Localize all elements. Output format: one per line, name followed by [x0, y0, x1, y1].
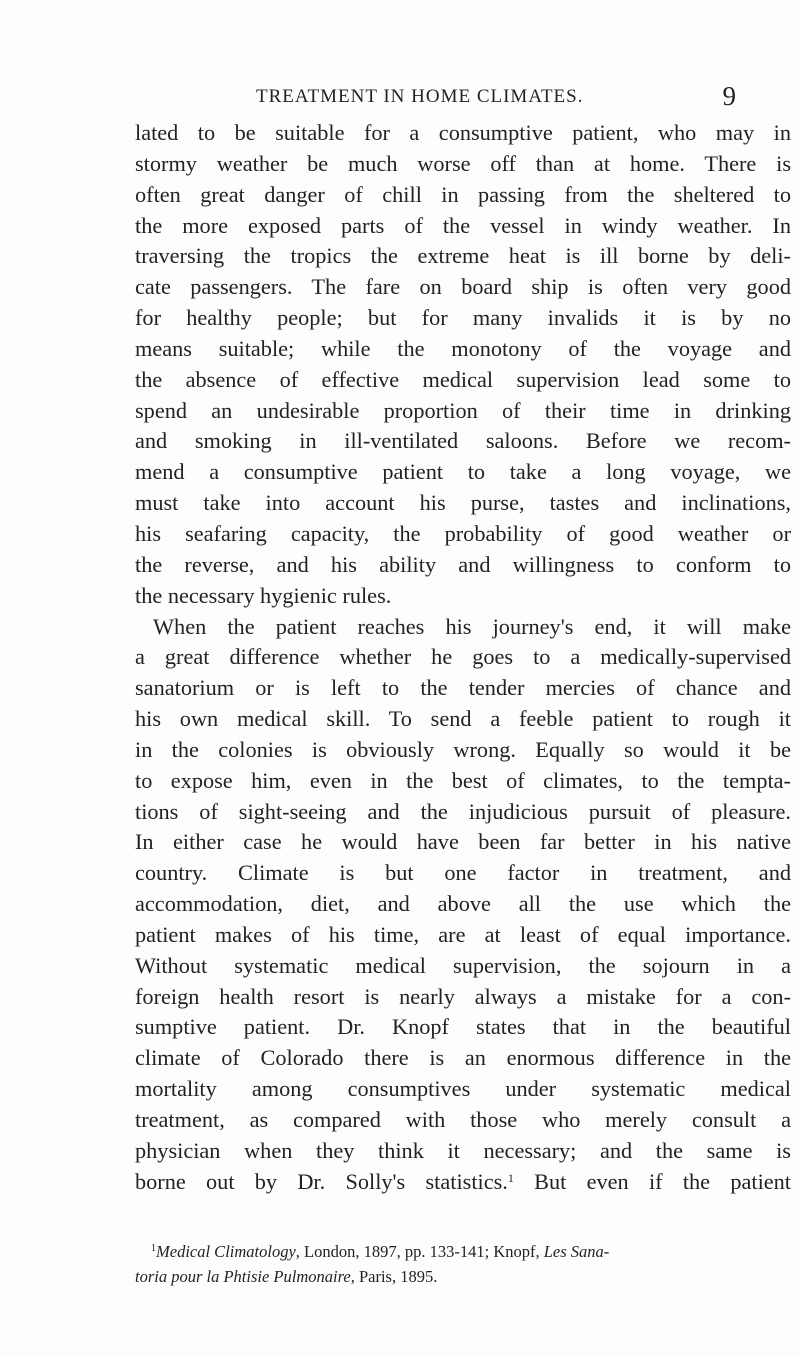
footnote-line: [135, 1239, 791, 1264]
text-line: climate of Colorado there is an enormous difference in the: [135, 1045, 791, 1071]
footnote-book-title: toria pour la Phtisie Pulmonaire: [135, 1267, 351, 1286]
text-line: a great difference whether he goes to a medically-supervised: [135, 644, 791, 670]
text-line-end: But even if the patient: [513, 1168, 791, 1194]
text-line: sumptive patient. Dr. Knopf states that in the beautiful: [135, 1014, 791, 1040]
footnote-reference[interactable]: 1: [507, 1170, 514, 1185]
text-line: accommodation, diet, and above all the use which the: [135, 891, 791, 917]
text-line: tions of sight-seeing and the injudicious pursuit of pleasure.: [135, 798, 791, 824]
text-line: the necessary hygienic rules.: [135, 582, 392, 608]
text-line: spend an undesirable proportion of their time in drinking: [135, 397, 791, 423]
text-line-with-footnote: [135, 1167, 791, 1198]
text-line: foreign health resort is nearly always a mistake for a con-: [135, 983, 791, 1009]
text-line: in the colonies is obviously wrong. Equally so would it be: [135, 736, 791, 762]
text-line: sanatorium or is left to the tender mercies of chance and: [135, 675, 791, 701]
footnote-marker: 1: [151, 1243, 156, 1254]
text-line: the more exposed parts of the vessel in windy weather. In: [135, 212, 791, 238]
running-title: TREATMENT IN HOME CLIMATES.: [256, 86, 584, 107]
paragraph-start-line: When the patient reaches his journey's end, it will make: [153, 613, 791, 639]
footnote-line: [135, 1264, 791, 1289]
text-line: treatment, as compared with those who merely consult a: [135, 1107, 791, 1132]
text-line: often great danger of chill in passing from the sheltered to: [135, 181, 791, 207]
text-line: his own medical skill. To send a feeble patient to rough it: [135, 706, 791, 732]
text-line: the reverse, and his ability and willingness to conform to: [135, 551, 791, 577]
text-line: and smoking in ill-ventilated saloons. Before we recom-: [135, 428, 791, 454]
text-line-start: borne out by Dr. Solly's statistics.: [135, 1168, 508, 1194]
page-number: 9: [722, 81, 736, 111]
text-line: to expose him, even in the best of climates, to the tempta-: [135, 767, 791, 793]
text-line: cate passengers. The fare on board ship is often very good: [135, 274, 791, 300]
text-line: mortality among consumptives under systematic medical: [135, 1076, 791, 1102]
footnote: [135, 1239, 791, 1289]
page-header: [256, 81, 736, 112]
text-line: his seafaring capacity, the probability of good weather or: [135, 520, 791, 546]
text-line: stormy weather be much worse off than at home. There is: [135, 150, 791, 176]
footnote-text: , Paris, 1895.: [350, 1267, 438, 1286]
footnote-book-title: Medical Climatology: [156, 1242, 296, 1261]
text-line: country. Climate is but one factor in treatment, and: [135, 860, 791, 886]
text-line: means suitable; while the monotony of the voyage and: [135, 335, 791, 361]
text-line: mend a consumptive patient to take a long voyage, we: [135, 459, 791, 485]
text-line: Without systematic medical supervision, the sojourn in a: [135, 952, 791, 978]
text-line: traversing the tropics the extreme heat is ill borne by deli-: [135, 243, 791, 269]
body-text: [135, 118, 791, 1198]
text-line: In either case he would have been far better in his native: [135, 829, 791, 855]
footnote-text: , London, 1897, pp. 133-141; Knopf,: [295, 1242, 544, 1261]
text-line: physician when they think it necessary; and the same is: [135, 1137, 791, 1163]
text-line: lated to be suitable for a consumptive patient, who may in: [135, 120, 791, 145]
text-line: the absence of effective medical supervision lead some to: [135, 366, 791, 392]
text-line: must take into account his purse, tastes and inclinations,: [135, 490, 791, 516]
footnote-book-title: Les Sana-: [543, 1242, 610, 1261]
text-line: patient makes of his time, are at least of equal importance.: [135, 921, 791, 947]
text-line: for healthy people; but for many invalids it is by no: [135, 305, 791, 331]
